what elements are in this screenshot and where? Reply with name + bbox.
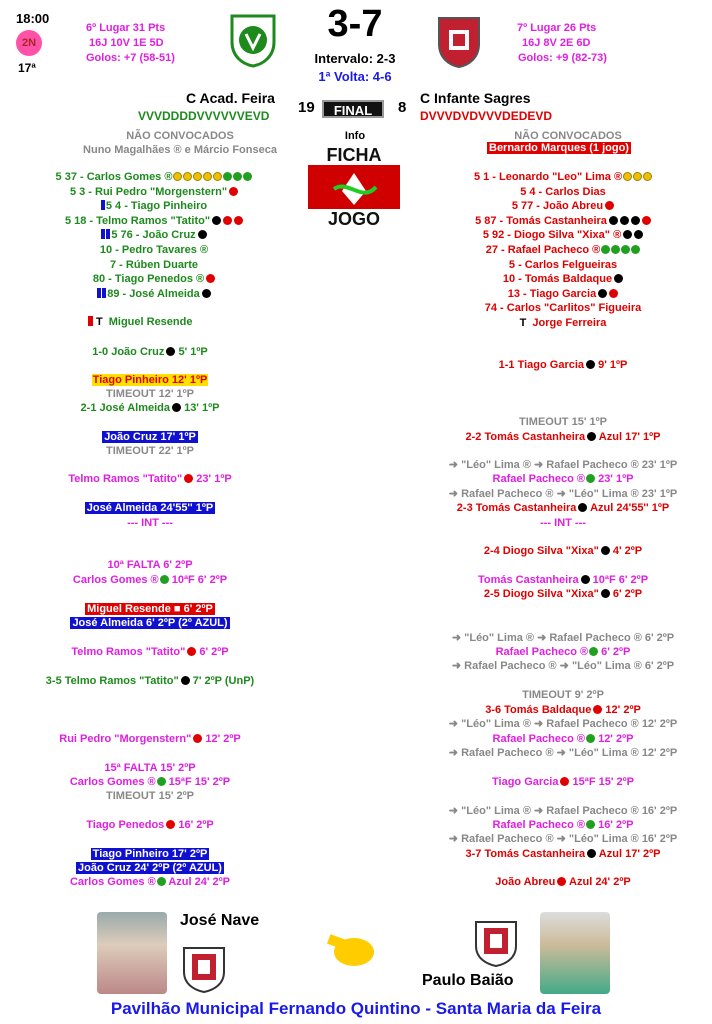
home-stats-3: Golos: +7 (58-51): [86, 52, 175, 64]
home-position: 19: [298, 99, 315, 116]
event-home[interactable]: José Almeida 24'55'' 1ºP: [86, 502, 214, 514]
lineup-row[interactable]: 74 - Carlos "Carlitos" Figueira: [484, 302, 642, 315]
referee-1-name: José Nave: [180, 912, 260, 929]
lineup-row[interactable]: 10 - Tomás Baldaque: [418, 273, 708, 288]
lineup-row[interactable]: 5 18 - Telmo Ramos "Tatito": [4, 215, 304, 230]
event-away: TIMEOUT 15' 1ºP: [519, 416, 607, 428]
final-badge: FINAL: [322, 100, 384, 118]
event-away: TIMEOUT 9' 2ºP: [522, 689, 604, 701]
final-score: 3-7: [327, 3, 383, 45]
interval-score: Intervalo: 2-3: [314, 51, 396, 66]
event-home[interactable]: João Cruz 17' 1ºP: [104, 431, 196, 443]
referee-2-photo: [540, 912, 610, 994]
event-away[interactable]: Tomás Castanheira 10ªF 6' 2ºP: [477, 574, 649, 586]
event-away[interactable]: Rafael Pacheco ® 6' 2ºP: [495, 646, 631, 658]
event-away: --- INT ---: [540, 517, 586, 529]
away-stats-1: 7º Lugar 26 Pts: [517, 22, 597, 34]
lineup-row[interactable]: 5 77 - João Abreu: [418, 200, 708, 215]
event-away[interactable]: 3-7 Tomás Castanheira Azul 17' 2ºP: [465, 848, 661, 860]
home-stats-1: 6º Lugar 31 Pts: [86, 22, 166, 34]
event-away[interactable]: ➜ "Léo" Lima ® ➜ Rafael Pacheco ® 23' 1ºP: [448, 459, 678, 471]
event-away[interactable]: 3-6 Tomás Baldaque 12' 2ºP: [485, 704, 641, 716]
lineup-row[interactable]: 80 - Tiago Penedos ®: [4, 273, 304, 288]
lineup-row[interactable]: 5 1 - Leonardo "Leo" Lima ®: [418, 171, 708, 186]
lineup-row[interactable]: 27 - Rafael Pacheco ®: [418, 244, 708, 259]
event-home: 15ª FALTA 15' 2ºP: [104, 762, 196, 774]
event-away[interactable]: ➜ Rafael Pacheco ® ➜ "Léo" Lima ® 23' 1ºP: [448, 488, 678, 500]
division-badge: 2N: [16, 30, 42, 56]
lineup-row[interactable]: 10 - Pedro Tavares ®: [99, 243, 209, 256]
event-away[interactable]: Rafael Pacheco ® 16' 2ºP: [492, 819, 634, 831]
event-home[interactable]: Tiago Penedos 16' 2ºP: [86, 819, 214, 831]
event-away[interactable]: ➜ Rafael Pacheco ® ➜ "Léo" Lima ® 12' 2ºP: [448, 747, 678, 759]
event-away[interactable]: 2-4 Diogo Silva "Xixa" 4' 2ºP: [483, 545, 643, 557]
referee-1-crest: [180, 938, 228, 994]
event-away[interactable]: ➜ Rafael Pacheco ® ➜ "Léo" Lima ® 6' 2ºP: [451, 660, 675, 672]
away-stats-2: 16J 8V 2E 6D: [522, 37, 591, 49]
home-crest: [228, 12, 278, 68]
event-home: TIMEOUT 22' 1ºP: [106, 445, 194, 457]
event-away[interactable]: ➜ "Léo" Lima ® ➜ Rafael Pacheco ® 12' 2ºP: [448, 718, 678, 730]
lineup-row[interactable]: 5 76 - João Cruz: [4, 229, 304, 244]
home-coach[interactable]: T Miguel Resende: [88, 316, 192, 329]
event-home[interactable]: 1-0 João Cruz 5' 1ºP: [92, 346, 208, 358]
event-away[interactable]: 2-5 Diogo Silva "Xixa" 6' 2ºP: [483, 588, 643, 600]
event-home[interactable]: Telmo Ramos "Tatito" 6' 2ºP: [71, 646, 229, 658]
away-lineup: [418, 171, 708, 332]
lineup-row[interactable]: 5 4 - Tiago Pinheiro: [4, 200, 304, 215]
round-label: 17ª: [18, 61, 36, 75]
event-away[interactable]: Rafael Pacheco ® 12' 2ºP: [492, 733, 634, 745]
home-form: VVVDDDDVVVVVVEVD: [138, 109, 270, 123]
lineup-row[interactable]: 5 4 - Carlos Dias: [520, 185, 606, 198]
away-position: 8: [398, 99, 407, 116]
home-lineup: [4, 171, 304, 302]
event-away[interactable]: ➜ "Léo" Lima ® ➜ Rafael Pacheco ® 6' 2ºP: [451, 632, 675, 644]
lineup-row[interactable]: 5 92 - Diogo Silva "Xixa" ®: [418, 229, 708, 244]
event-home[interactable]: Carlos Gomes ® 15ªF 15' 2ºP: [69, 776, 231, 788]
lineup-row[interactable]: 7 - Rúben Duarte: [109, 258, 198, 271]
away-stats-3: Golos: +9 (82-73): [518, 52, 607, 64]
away-team-name: C Infante Sagres: [420, 90, 531, 106]
lineup-row[interactable]: 5 87 - Tomás Castanheira: [418, 215, 708, 230]
event-away[interactable]: Rafael Pacheco ® 23' 1ºP: [492, 473, 634, 485]
event-away[interactable]: Tiago Garcia 15ªF 15' 2ºP: [492, 776, 634, 788]
home-not-called-label: NÃO CONVOCADOS: [126, 130, 234, 142]
home-team-name: C Acad. Feira: [186, 90, 275, 106]
event-away[interactable]: ➜ Rafael Pacheco ® ➜ "Léo" Lima ® 16' 2ºP: [448, 833, 678, 845]
lineup-row[interactable]: 13 - Tiago Garcia: [418, 288, 708, 303]
event-home: --- INT ---: [127, 517, 173, 529]
event-home: TIMEOUT 15' 2ºP: [106, 790, 194, 802]
ficha-text: FICHA: [326, 145, 382, 165]
event-home[interactable]: Miguel Resende ■ 6' 2ºP: [87, 603, 213, 615]
away-crest: [436, 12, 482, 68]
event-home[interactable]: João Cruz 24' 2ºP (2º AZUL): [78, 862, 222, 874]
event-home[interactable]: Telmo Ramos "Tatito" 23' 1ºP: [68, 473, 232, 485]
event-away[interactable]: João Abreu Azul 24' 2ºP: [495, 876, 631, 888]
ficha-jogo-logo[interactable]: [304, 143, 404, 229]
event-home[interactable]: Carlos Gomes ® Azul 24' 2ºP: [69, 876, 231, 888]
lineup-row[interactable]: 5 37 - Carlos Gomes ®: [4, 171, 304, 186]
event-home[interactable]: Tiago Pinheiro 17' 2ºP: [92, 848, 208, 860]
lineup-row[interactable]: 5 - Carlos Felgueiras: [508, 258, 618, 271]
venue: Pavilhão Municipal Fernando Quintino - Santa Maria da Feira: [110, 999, 602, 1018]
away-not-called-label: NÃO CONVOCADOS: [514, 130, 622, 142]
event-home: 10ª FALTA 6' 2ºP: [107, 559, 193, 571]
lineup-row[interactable]: 5 3 - Rui Pedro "Morgenstern": [4, 186, 304, 201]
referee-2-name: Paulo Baião: [422, 972, 514, 989]
first-leg-score: 1ª Volta: 4-6: [318, 69, 392, 84]
home-stats-2: 16J 10V 1E 5D: [89, 37, 164, 49]
event-away[interactable]: ➜ "Léo" Lima ® ➜ Rafael Pacheco ® 16' 2ºP: [448, 805, 678, 817]
away-coach[interactable]: T Jorge Ferreira: [519, 316, 607, 329]
event-home[interactable]: José Almeida 6' 2ºP (2º AZUL): [72, 617, 228, 629]
event-home: TIMEOUT 12' 1ºP: [106, 388, 194, 400]
event-away[interactable]: 2-2 Tomás Castanheira Azul 17' 1ºP: [465, 431, 661, 443]
event-home[interactable]: 3-5 Telmo Ramos "Tatito" 7' 2ºP (UnP): [45, 675, 255, 687]
away-not-called: Bernardo Marques (1 jogo): [489, 142, 629, 154]
referee-2-crest: [472, 912, 520, 968]
event-home[interactable]: Rui Pedro "Morgenstern" 12' 2ºP: [59, 733, 241, 745]
info-label: Info: [344, 130, 366, 142]
event-away[interactable]: 2-3 Tomás Castanheira Azul 24'55'' 1ºP: [456, 502, 670, 514]
event-home[interactable]: 2-1 José Almeida 13' 1ºP: [80, 402, 220, 414]
event-home[interactable]: Tiago Pinheiro 12' 1ºP: [92, 374, 208, 386]
jogo-text: JOGO: [327, 209, 381, 229]
event-away[interactable]: 1-1 Tiago Garcia 9' 1ºP: [498, 359, 628, 371]
home-not-called: Nuno Magalhães ® e Márcio Fonseca: [83, 144, 277, 156]
event-home[interactable]: Carlos Gomes ® 10ªF 6' 2ºP: [72, 574, 228, 586]
whistle-icon: [324, 928, 380, 972]
away-form: DVVVDVDVVVDEDEVD: [420, 109, 553, 123]
match-time: 18:00: [16, 11, 50, 26]
lineup-row[interactable]: 89 - José Almeida: [4, 288, 304, 303]
referee-1-photo: [97, 912, 167, 994]
